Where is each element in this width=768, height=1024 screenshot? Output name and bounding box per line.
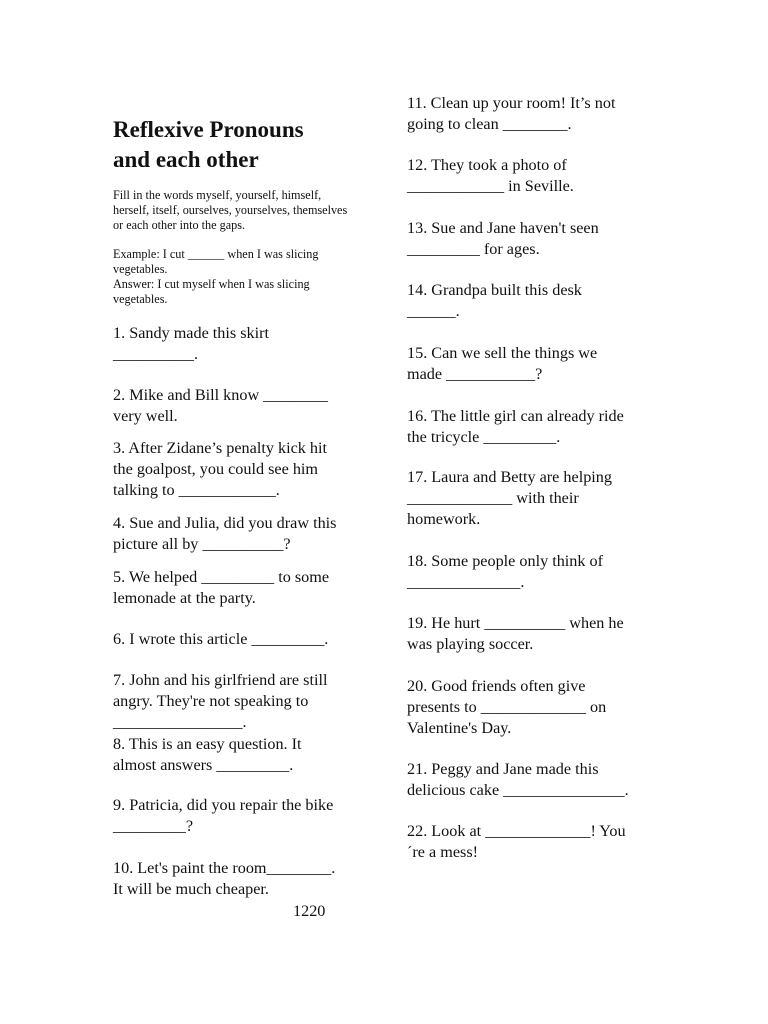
page-title: Reflexive Pronouns and each other [113, 117, 304, 172]
question-7: 7. John and his girlfriend are still angry. They're not speaking to ________________. [113, 671, 328, 731]
question-8: 8. This is an easy question. It almost answers _________. [113, 735, 302, 774]
question-1: 1. Sandy made this skirt __________. [113, 324, 270, 363]
question-13: 13. Sue and Jane haven't seen _________ for ages. [407, 219, 599, 258]
question-15: 15. Can we sell the things we made ___________? [407, 344, 598, 383]
question-22: 22. Look at _____________! You ´re a mess! [407, 822, 626, 861]
question-12: 12. They took a photo of ____________ in Seville. [407, 156, 574, 195]
instructions: Fill in the words myself, yourself, himself, herself, itself, ourselves, yourselves, themselves or each other into the gaps. [113, 188, 348, 232]
question-11: 11. Clean up your room! It’s not going to clean ________. [407, 94, 616, 133]
question-17: 17. Laura and Betty are helping _____________ with their homework. [407, 468, 612, 528]
question-20: 20. Good friends often give presents to _____________ on Valentine's Day. [407, 677, 607, 737]
question-19: 19. He hurt __________ when he was playing soccer. [407, 614, 624, 653]
page-number: 1220 [293, 902, 326, 920]
question-6: 6. I wrote this article _________. [113, 630, 329, 648]
question-9: 9. Patricia, did you repair the bike _________? [113, 796, 334, 835]
question-4: 4. Sue and Julia, did you draw this picture all by __________? [113, 514, 337, 553]
question-14: 14. Grandpa built this desk ______. [407, 281, 582, 320]
question-21: 21. Peggy and Jane made this delicious cake _______________. [407, 760, 629, 799]
question-2: 2. Mike and Bill know ________ very well. [113, 386, 328, 425]
question-10: 10. Let's paint the room________. It will be much cheaper. [113, 859, 336, 898]
example: Example: I cut ______ when I was slicing vegetables. Answer: I cut myself when I was slicing vegetables. [113, 247, 319, 306]
question-16: 16. The little girl can already ride the tricycle _________. [407, 407, 624, 446]
question-18: 18. Some people only think of ______________. [407, 552, 604, 591]
question-3: 3. After Zidane’s penalty kick hit the goalpost, you could see him talking to ____________. [113, 439, 327, 499]
question-5: 5. We helped _________ to some lemonade at the party. [113, 568, 330, 607]
